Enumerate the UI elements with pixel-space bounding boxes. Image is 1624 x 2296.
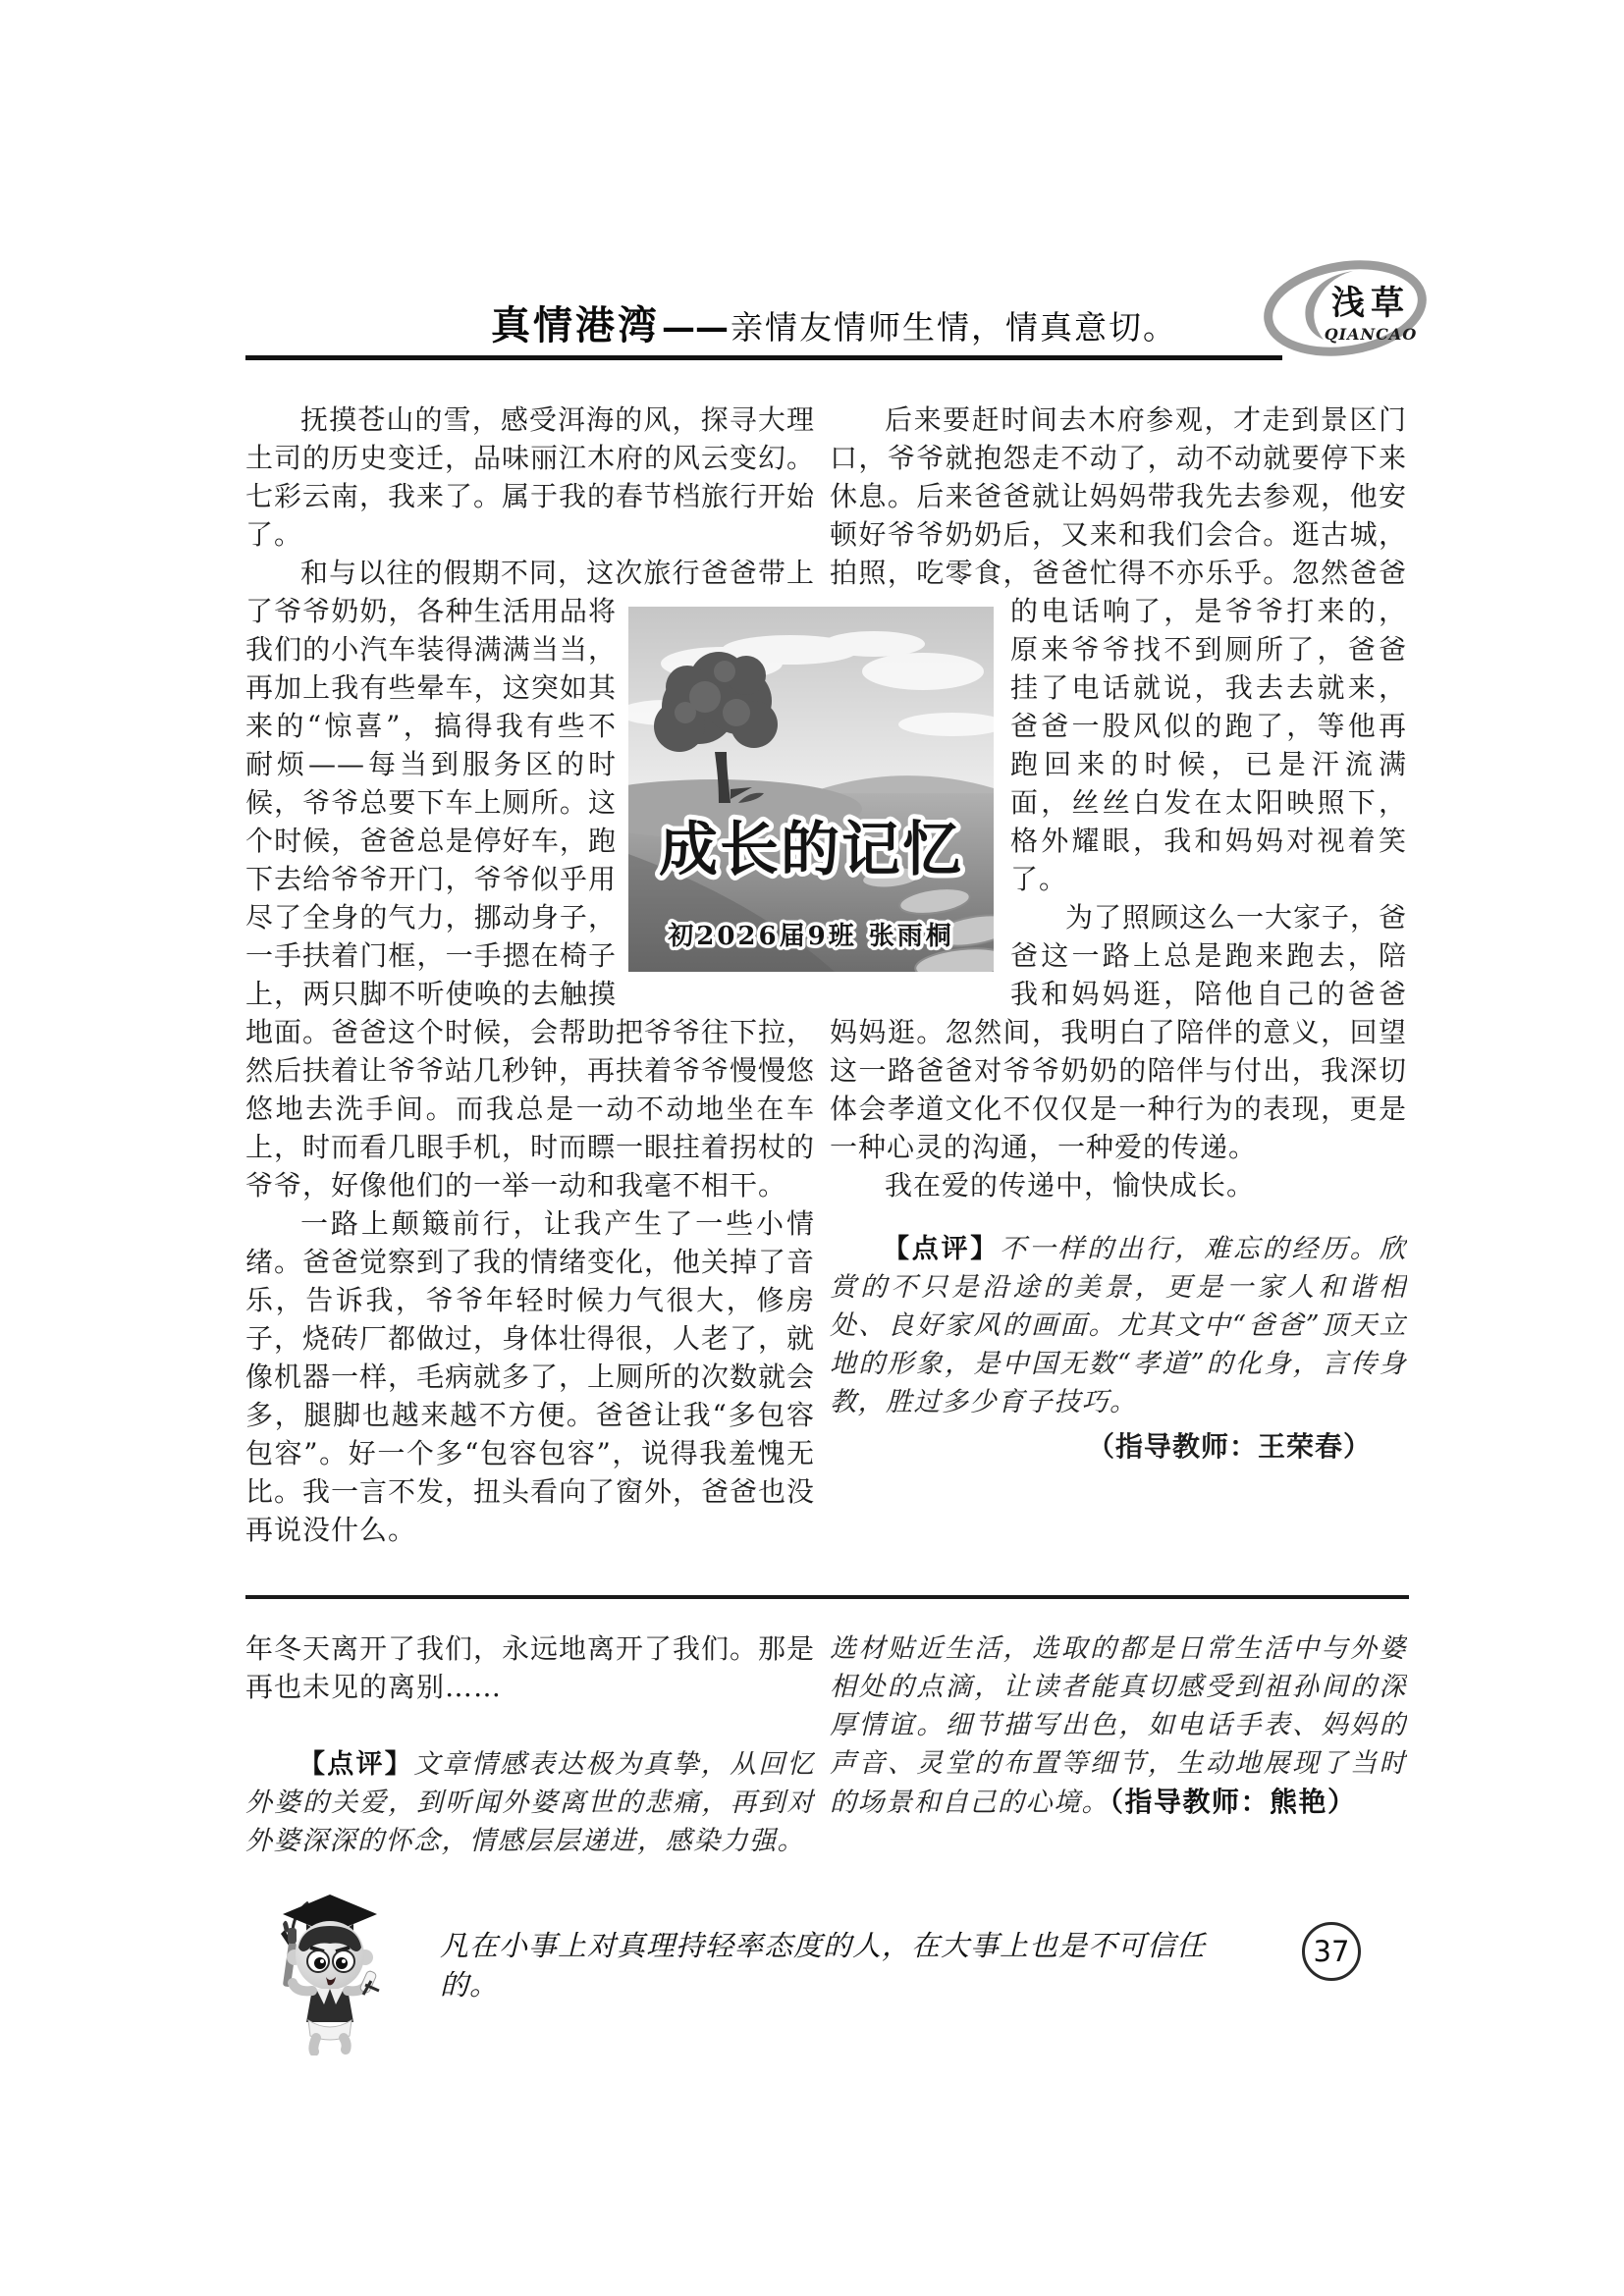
comment-paragraph (830, 1230, 1407, 1421)
scholar-baby-mascot (255, 1887, 405, 2056)
section-dash: —— (662, 308, 729, 347)
article-paragraph: 我在爱的传递中，愉快成长。 (885, 1169, 1256, 1201)
arm (293, 1983, 312, 1991)
photo-title: 成长的记忆 (659, 816, 963, 884)
section-subtitle: 亲情友情师生情，情真意切。 (731, 308, 1177, 347)
lone-tree-grassland-image (628, 607, 994, 972)
logo-romanized: QIANCAO (1324, 325, 1418, 344)
article-paragraph: 为了照顾这么一大家子，爸爸这一路上总是跑来跑去，陪我和妈妈逛，陪他自己的爸爸妈妈逛。忽然间，我明白了陪伴的意义，回望这一路爸爸对爷爷奶奶的陪伴与付出，我深切体会孝道文化不仅仅是一种行为的表现，更是一种心灵的沟通，一种爱的传递。 (830, 901, 1407, 1163)
article-paragraph: 抚摸苍山的雪，感受洱海的风，探寻大理土司的历史变迁，品味丽江木府的风云变幻。七彩云南，我来了。属于我的春节档旅行开始了。 (245, 403, 815, 551)
bottom-article-right-column (830, 1629, 1407, 1895)
article-paragraph: 一路上颠簸前行，让我产生了一些小情绪。爸爸觉察到了我的情绪变化，他关掉了音乐，告诉我，爷爷年轻时候力气很大，修房子，烧砖厂都做过，身体壮得很，人老了，就像机器一样，毛病就多了，上厕所的次数就会多，腿脚也越来越不方便。爸爸让我“多包容包容”。好一个多“包容包容”，说得我羞愧无比。我一言不发，扭头看向了窗外，爸爸也没再说没什么。 (245, 1207, 815, 1546)
section-header (491, 294, 1177, 350)
article-right-column (830, 400, 1407, 1590)
logo-name: 浅草 (1331, 284, 1410, 323)
comment-label: 【点评】 (298, 1749, 414, 1780)
comment-paragraph (245, 1745, 815, 1860)
photo-byline: 初2026届9班 张雨桐 (668, 922, 954, 951)
comment-text: 文章情感表达极为真挚，从回忆外婆的关爱，到听闻外婆离世的悲痛，再到对外婆深深的怀念，情感层层递进，感染力强。 (245, 1749, 815, 1856)
comment-text: 选材贴近生活，选取的都是日常生活中与外婆相处的点滴，让读者能真切感受到祖孙间的深厚情谊。细节描写出色，如电话手表、妈妈的声音、灵堂的布置等细节，生动地展现了当时的场景和自己的心境。 (830, 1633, 1407, 1818)
teacher-credit: （指导教师：王荣春） (1086, 1430, 1372, 1463)
comment-label: 【点评】 (883, 1234, 1000, 1264)
article-paragraph: 后来要赶时间去木府参观，才走到景区门口，爷爷就抱怨走不动了，动不动就要停下来休息。后来爸爸就让妈妈带我先去参观，他安顿好爷爷奶奶后，又来和我们会合。逛古城，拍照，吃零食，爸爸忙得不亦乐乎。忽然爸爸的电话响了，是爷爷打来的，原来爷爷找不到厕所了，爸爸挂了电话就说，我去去就来，爸爸一股风似的跑了，等他再跑回来的时候，已是汗流满面，丝丝白发在太阳映照下，格外耀眼，我和妈妈对视着笑了。 (830, 403, 1407, 895)
scroll-icon (359, 1970, 379, 1995)
comment-paragraph (830, 1629, 1407, 1822)
leg (344, 2038, 347, 2050)
article-photo (628, 607, 994, 972)
article-paragraph: 年冬天离开了我们，永远地离开了我们。那是再也未见的离别…… (245, 1632, 815, 1703)
article-paragraph: 和与以往的假期不同，这次旅行爸爸带上了爷爷奶奶，各种生活用品将我们的小汽车装得满满当当，再加上我有些晕车，这突如其来的“惊喜”，搞得我有些不耐烦——每当到服务区的时候，爷爷总要下车上厕所。这个时候，爸爸总是停好车，跑下去给爷爷开门，爷爷似乎用尽了全身的气力，挪动身子，一手扶着门框，一手摁在椅子上，两只脚不听使唤的去触摸地面。爸爸这个时候，会帮助把爷爷往下拉，然后扶着让爷爷站几秒钟，再扶着爷爷慢慢悠悠地去洗手间。而我总是一动不动地坐在车上，时而看几眼手机，时而瞟一眼拄着拐杖的爷爷，好像他们的一举一动和我毫不相干。 (245, 557, 815, 1201)
tassel-end (288, 1928, 297, 1944)
teacher-credit: （指导教师：熊艳） (1110, 1786, 1357, 1818)
section-title: 真情港湾 (491, 303, 660, 348)
section-divider (245, 1595, 1409, 1599)
header-rule (245, 355, 1282, 360)
page-number: 37 (1302, 1922, 1361, 1981)
footer-quote: 凡在小事上对真理持轻率态度的人，在大事上也是不可信任的。 (440, 1929, 1207, 2002)
comment-text: 不一样的出行，难忘的经历。欣赏的不只是沿途的美景，更是一家人和谐相处、良好家风的画面。尤其文中“爸爸”顶天立地的形象，是中国无数“孝道”的化身，言传身教，胜过多少育子技巧。 (830, 1234, 1407, 1417)
qiancao-magazine-logo (1259, 259, 1428, 359)
article-left-column (245, 400, 815, 1590)
leg (313, 2038, 316, 2052)
bottom-article-left-column (245, 1629, 815, 1895)
